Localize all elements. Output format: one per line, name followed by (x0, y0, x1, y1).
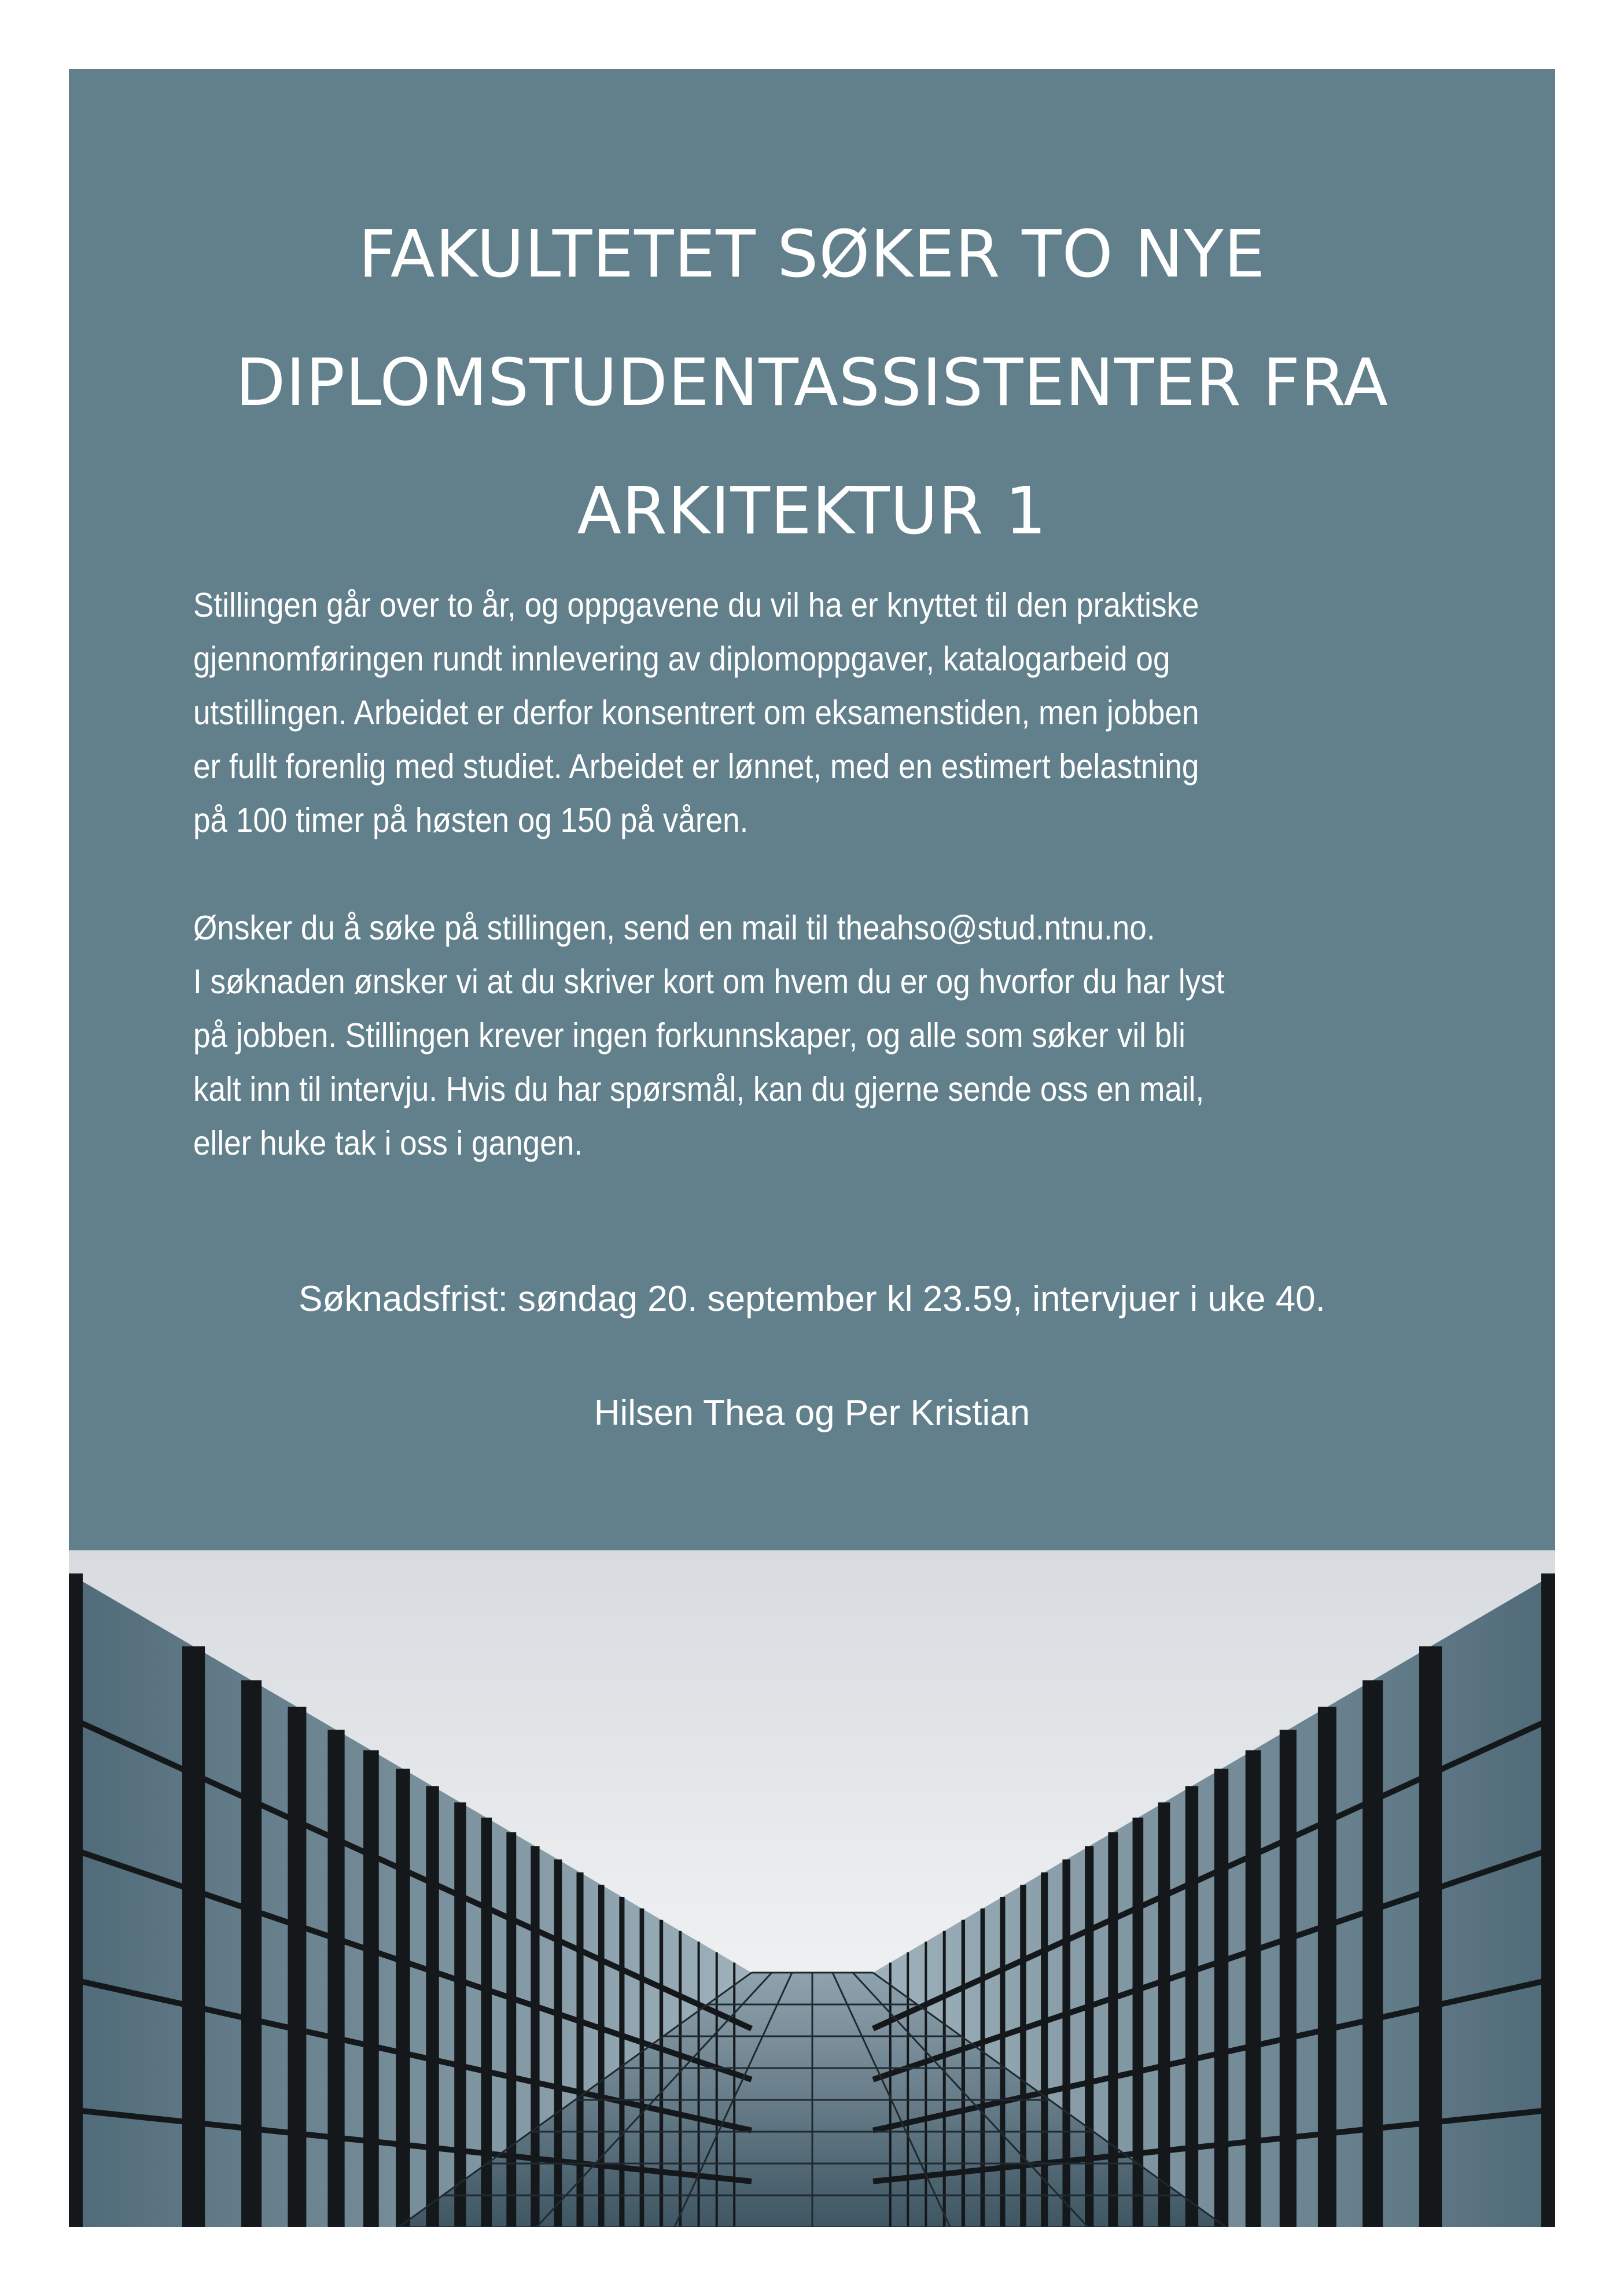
glass-facade-illustration (69, 1550, 1555, 2227)
paragraph-gap (193, 847, 1370, 901)
application-deadline: Søknadsfrist: søndag 20. september kl 23.59, intervjuer i uke 40. (299, 1279, 1325, 1319)
body-text (193, 578, 1370, 1170)
poster-title (69, 190, 1555, 576)
paragraph-line: utstillingen. Arbeidet er derfor konsentrert om eksamenstiden, men jobben (193, 694, 1199, 732)
paragraph-line: på 100 timer på høsten og 150 på våren. (193, 801, 749, 839)
header-panel (69, 69, 1555, 1550)
paragraph-line: Ønsker du å søke på stillingen, send en mail til theahso@stud.ntnu.no. (193, 909, 1155, 947)
paragraph-line: eller huke tak i oss i gangen. (193, 1124, 583, 1162)
paragraph-line: på jobben. Stillingen krever ingen forkunnskaper, og alle som søker vil bli (193, 1016, 1185, 1055)
title-line: ARKITEKTUR 1 (577, 474, 1047, 549)
title-line: FAKULTETET SØKER TO NYE (358, 217, 1266, 292)
paragraph-line: Stillingen går over to år, og oppgavene du vil ha er knyttet til den praktiske (193, 586, 1199, 624)
paragraph-line: er fullt forenlig med studiet. Arbeidet er lønnet, med en estimert belastning (193, 747, 1199, 786)
paragraph-line: gjennomføringen rundt innlevering av diplomoppgaver, katalogarbeid og (193, 640, 1170, 678)
paragraph-line: I søknaden ønsker vi at du skriver kort om hvem du er og hvorfor du har lyst (193, 963, 1225, 1001)
building-photo (69, 1550, 1555, 2227)
title-line: DIPLOMSTUDENTASSISTENTER FRA (235, 345, 1389, 421)
paragraph-line: kalt inn til intervju. Hvis du har spørsmål, kan du gjerne sende oss en mail, (193, 1070, 1205, 1108)
signature: Hilsen Thea og Per Kristian (594, 1393, 1030, 1433)
